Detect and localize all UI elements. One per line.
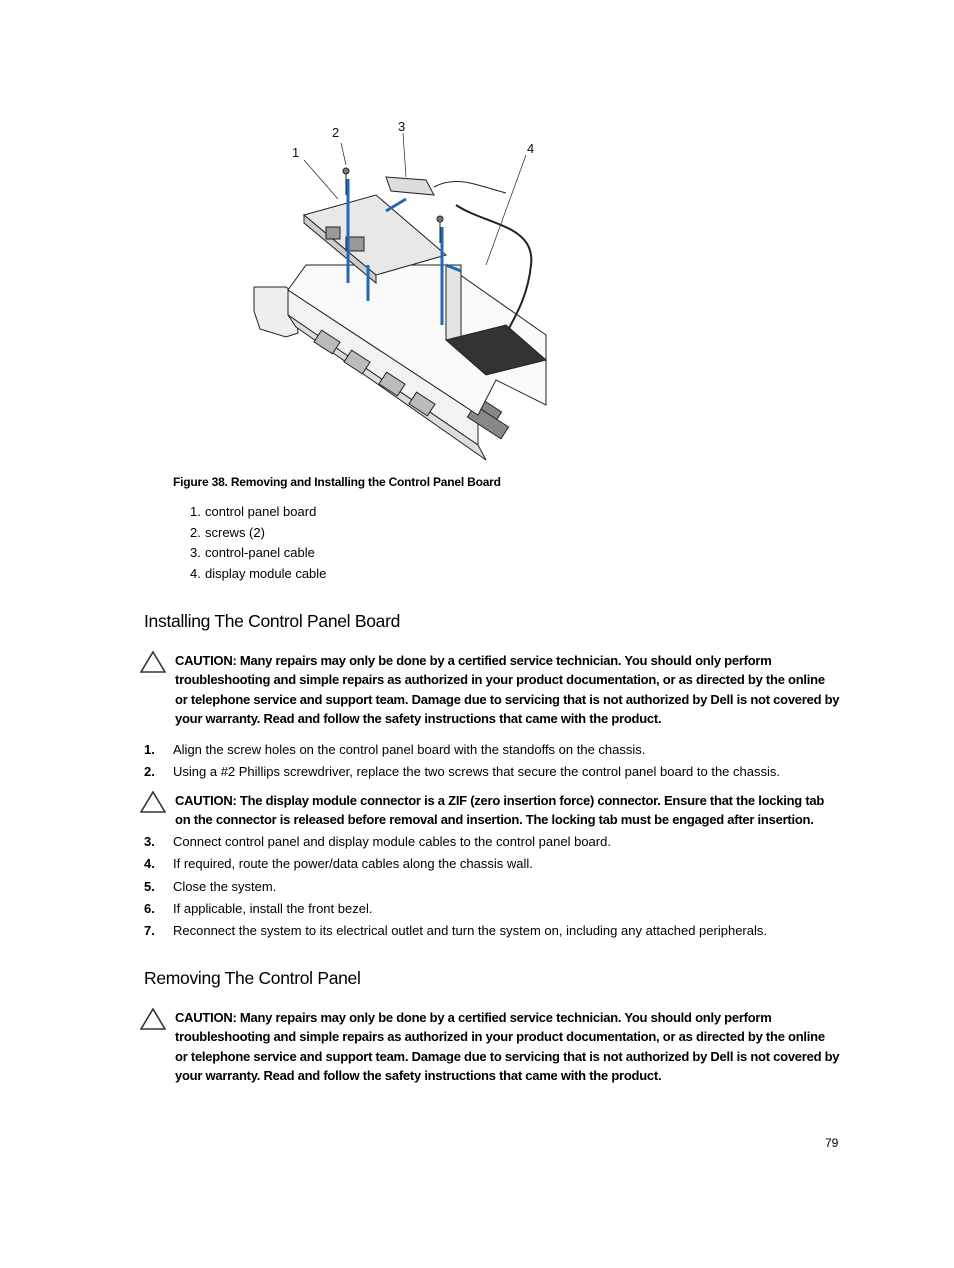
callout-2: 2 xyxy=(332,125,340,140)
legend-number: 2. xyxy=(190,524,201,540)
legend-label: control panel board xyxy=(205,504,317,519)
step-number: 4. xyxy=(144,856,155,871)
step-text: If applicable, install the front bezel. xyxy=(173,901,373,916)
step-item xyxy=(144,923,767,939)
legend-item xyxy=(190,544,326,565)
legend-item xyxy=(190,503,326,524)
step-text: Connect control panel and display module cables to the control panel board. xyxy=(173,834,611,849)
figure-legend xyxy=(190,503,326,585)
legend-number: 3. xyxy=(190,545,201,560)
step-text: Align the screw holes on the control panel board with the standoffs on the chassis. xyxy=(173,742,646,757)
step-number: 2. xyxy=(144,764,155,779)
legend-number: 1. xyxy=(190,504,201,519)
caution-notice xyxy=(140,791,840,830)
figure-caption: Figure 38. Removing and Installing the Control Panel Board xyxy=(173,475,501,489)
legend-label: display module cable xyxy=(205,565,327,581)
legend-item xyxy=(190,565,326,586)
legend-number: 4. xyxy=(190,565,201,581)
caution-notice xyxy=(140,651,840,728)
callout-3: 3 xyxy=(398,119,406,134)
section-heading-removing: Removing The Control Panel xyxy=(144,968,361,988)
step-text: Reconnect the system to its electrical outlet and turn the system on, including any attached peripherals. xyxy=(173,923,767,938)
legend-item xyxy=(190,524,326,545)
step-number: 6. xyxy=(144,901,155,916)
step-item xyxy=(144,879,276,895)
callout-1: 1 xyxy=(292,145,300,160)
caution-text: CAUTION: The display module connector is a ZIF (zero insertion force) connector. Ensure that the locking tab on the connector is released before removal and insertion. The locking tab must be engaged after insertion. xyxy=(175,793,825,828)
section-heading-installing: Installing The Control Panel Board xyxy=(144,611,401,631)
step-number: 3. xyxy=(144,834,155,849)
step-number: 7. xyxy=(144,923,155,938)
caution-icon xyxy=(140,1008,166,1030)
legend-label: control-panel cable xyxy=(205,545,315,560)
caution-icon xyxy=(140,651,166,673)
caution-text: CAUTION: Many repairs may only be done by a certified service technician. You should only perform troubleshooting and simple repairs as authorized in your product documentation, or as directed by the online or telephone service and support team. Damage due to servicing that is not authorized by Dell is not covered by your warranty. Read and follow the safety instructions that came with the product. xyxy=(175,1010,840,1083)
page-number: 79 xyxy=(825,1136,839,1150)
step-text: Close the system. xyxy=(173,879,277,894)
legend-label: screws (2) xyxy=(205,524,265,540)
callout-4: 4 xyxy=(527,141,535,156)
step-number: 1. xyxy=(144,742,155,757)
caution-text: CAUTION: Many repairs may only be done by a certified service technician. You should only perform troubleshooting and simple repairs as authorized in your product documentation, or as directed by the online or telephone service and support team. Damage due to servicing that is not authorized by Dell is not covered by your warranty. Read and follow the safety instructions that came with the product. xyxy=(175,653,840,726)
step-text: If required, route the power/data cables along the chassis wall. xyxy=(173,856,533,871)
step-item xyxy=(144,764,780,780)
caution-notice xyxy=(140,1008,840,1085)
step-item xyxy=(144,856,533,872)
step-item xyxy=(144,834,611,850)
control-panel-board-figure xyxy=(246,115,576,465)
step-item xyxy=(144,901,372,917)
step-text: Using a #2 Phillips screwdriver, replace the two screws that secure the control panel board to the chassis. xyxy=(173,764,780,779)
caution-icon xyxy=(140,791,166,813)
step-number: 5. xyxy=(144,879,155,894)
step-item xyxy=(144,742,645,758)
